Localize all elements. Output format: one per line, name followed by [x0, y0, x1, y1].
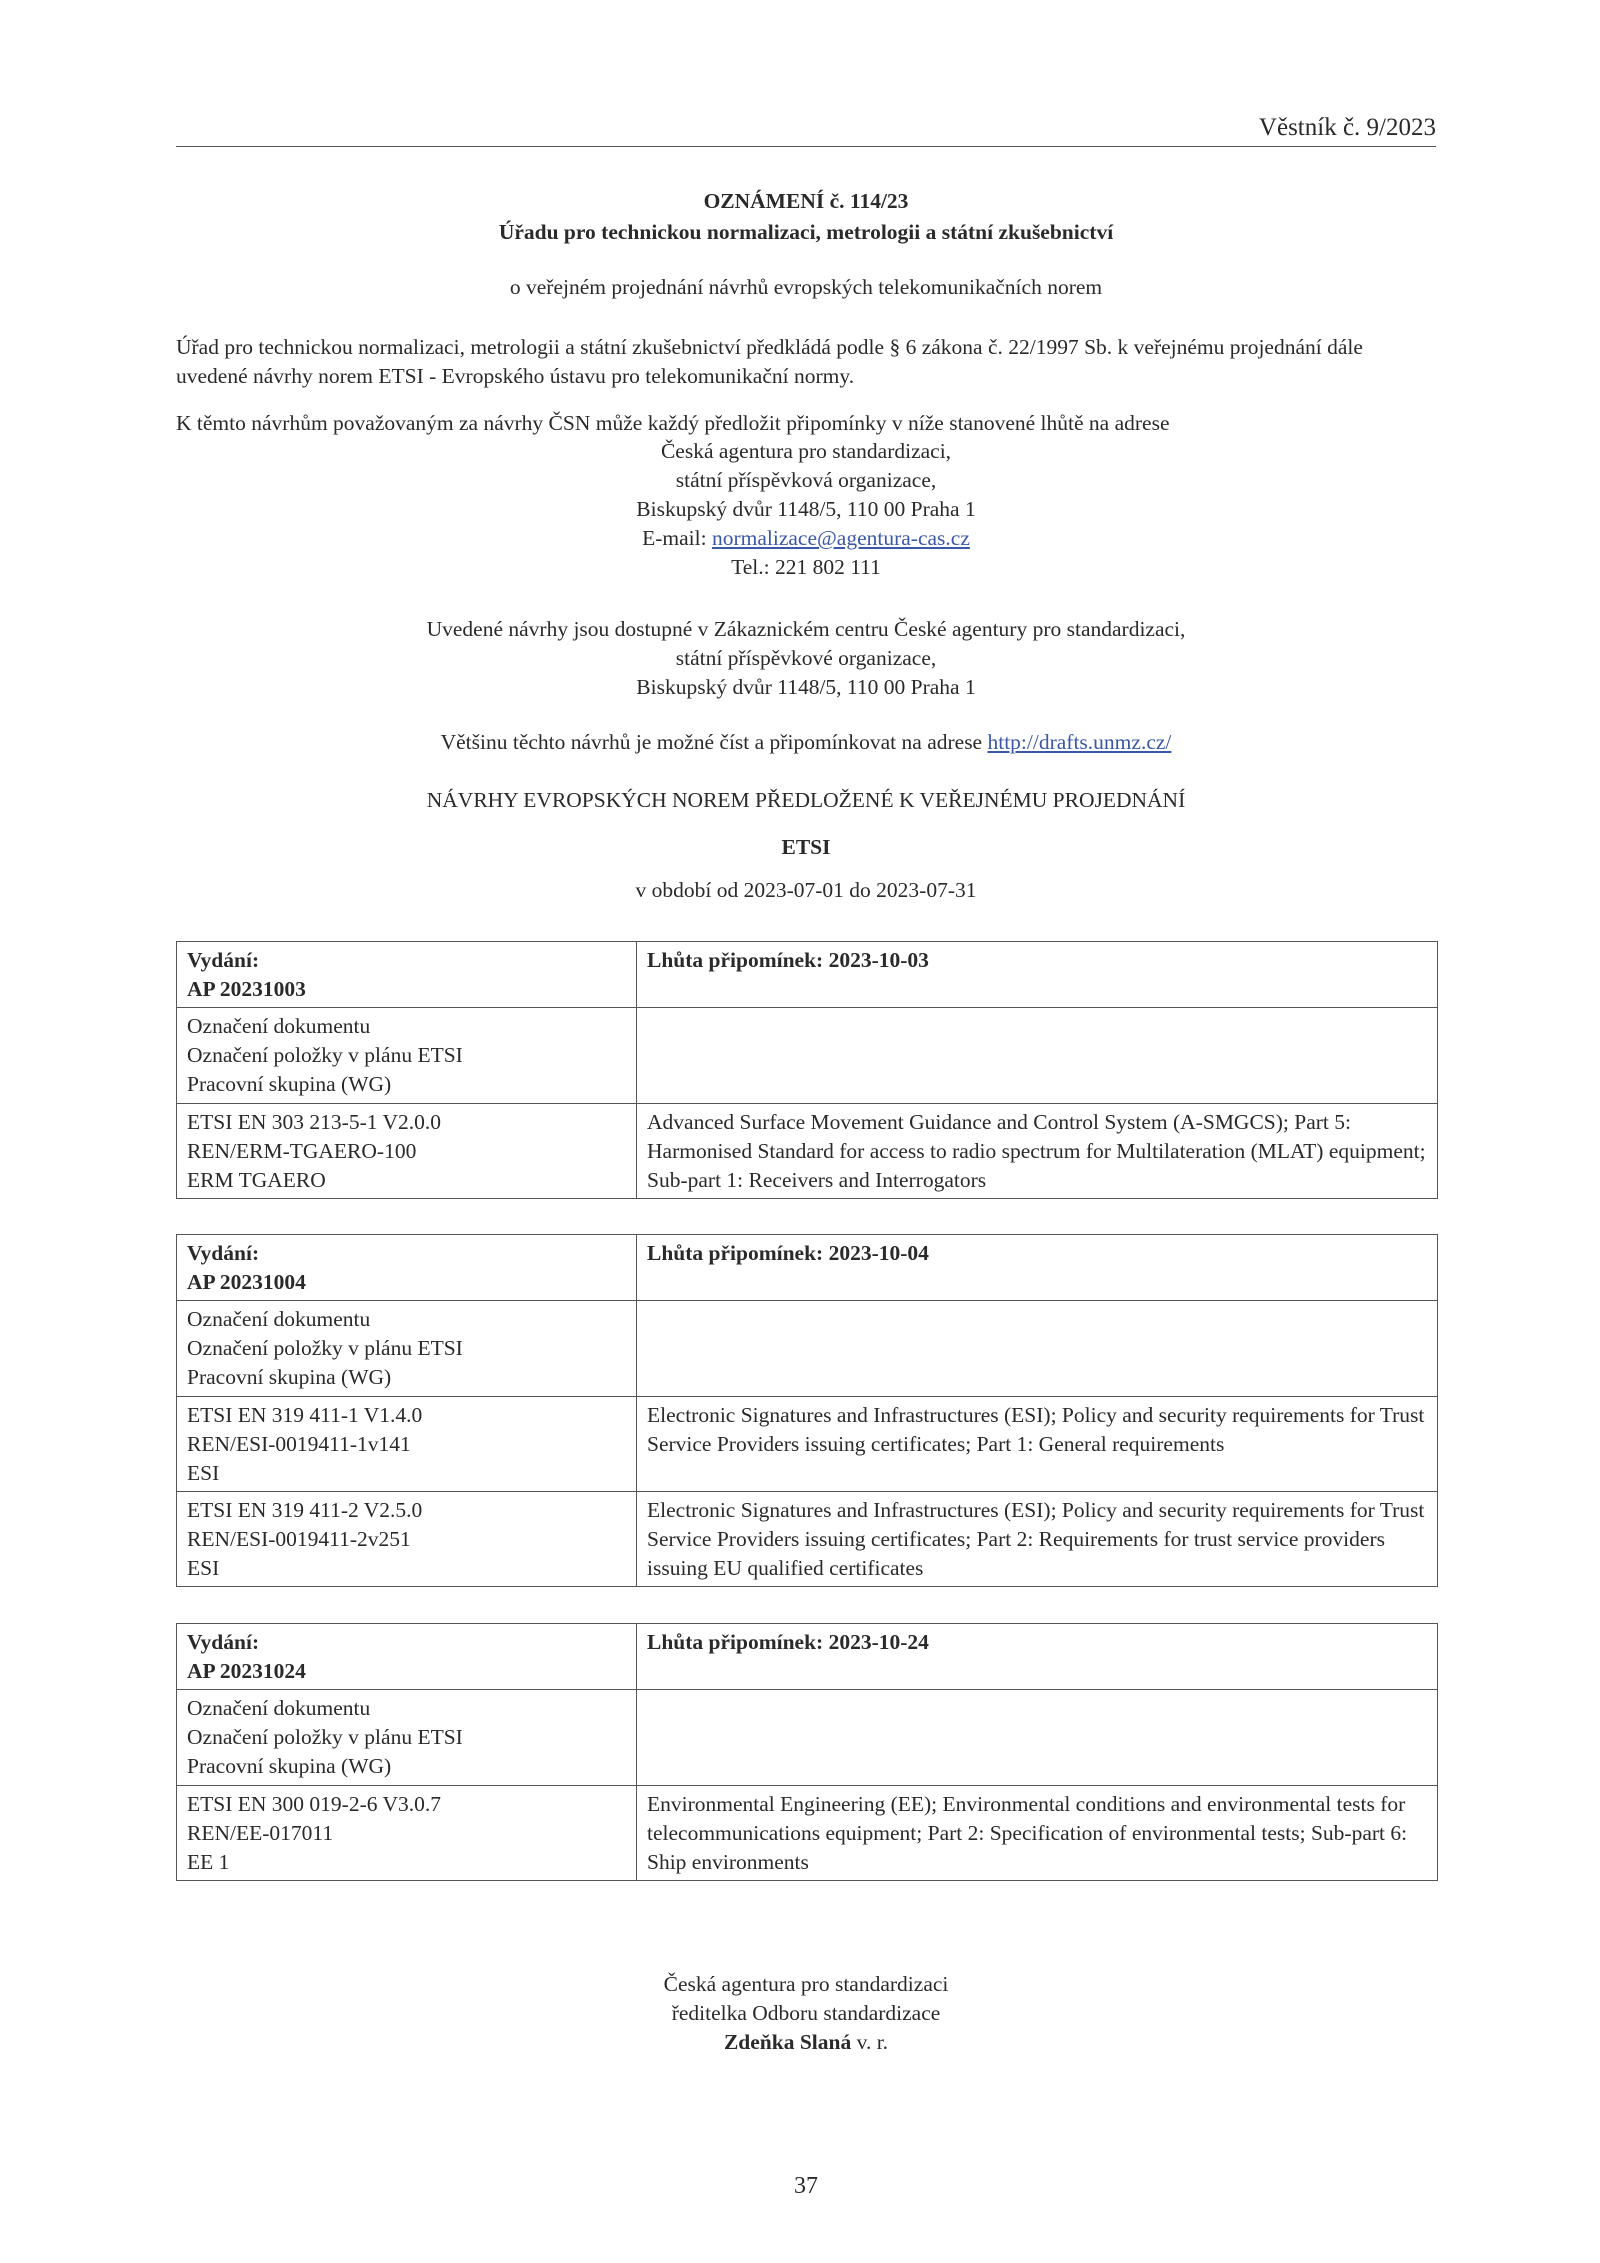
label-document: Označení dokumentu — [187, 1014, 371, 1038]
issue-label: Vydání: — [187, 1241, 260, 1265]
document-id: ETSI EN 319 411-1 V1.4.0 — [187, 1403, 423, 1427]
deadline-cell: Lhůta připomínek: 2023-10-03 — [637, 942, 1438, 1008]
document-id-cell — [177, 1397, 637, 1492]
label-plan-item: Označení položky v plánu ETSI — [187, 1043, 463, 1067]
document-id: ETSI EN 303 213-5-1 V2.0.0 — [187, 1110, 442, 1134]
empty-cell — [637, 1008, 1438, 1104]
label-document: Označení dokumentu — [187, 1696, 371, 1720]
issue-header-row — [177, 942, 1438, 1008]
signature-block — [176, 1970, 1436, 2057]
announcement-title — [176, 186, 1436, 248]
column-labels-cell — [177, 1008, 637, 1104]
email-link[interactable]: normalizace@agentura-cas.cz — [711, 526, 970, 550]
customer-center-address — [176, 615, 1436, 702]
working-group: ERM TGAERO — [187, 1168, 326, 1192]
document-title: Environmental Engineering (EE); Environmental conditions and environmental tests for telecommunications equipment; Part 2: Specification of environmental tests; Sub-part 6: Ship environments — [637, 1786, 1438, 1881]
address-email-line — [176, 524, 1436, 553]
label-document: Označení dokumentu — [187, 1307, 371, 1331]
customer-center-intro: Uvedené návrhy jsou dostupné v Zákaznickém centru České agentury pro standardizaci, — [426, 617, 1186, 641]
label-working-group: Pracovní skupina (WG) — [187, 1365, 392, 1389]
empty-cell — [637, 1690, 1438, 1786]
plan-item-id: REN/ERM-TGAERO-100 — [187, 1139, 417, 1163]
working-group: ESI — [187, 1556, 220, 1580]
table-row — [177, 1492, 1438, 1587]
signature-name-line — [176, 2028, 1436, 2057]
address-phone: Tel.: 221 802 111 — [731, 555, 881, 579]
issue-label: Vydání: — [187, 1630, 260, 1654]
intro-paragraph: Úřad pro technickou normalizaci, metrologii a státní zkušebnictví předkládá podle § 6 zákona č. 22/1997 Sb. k veřejnému projednání dále uvedené návrhy norem ETSI - Evropského ústavu pro telekomunikační normy. — [176, 335, 1363, 388]
issue-table — [176, 941, 1438, 1199]
document-title: Advanced Surface Movement Guidance and Control System (A-SMGCS); Part 5: Harmonised Standard for access to radio spectrum for Multilateration (MLAT) equipment; Sub-part 1: Receivers and Interrogators — [637, 1104, 1438, 1199]
document-id: ETSI EN 319 411-2 V2.5.0 — [187, 1498, 423, 1522]
plan-item-id: REN/ESI-0019411-2v251 — [187, 1527, 411, 1551]
column-labels-row — [177, 1690, 1438, 1786]
plan-item-id: REN/ESI-0019411-1v141 — [187, 1432, 411, 1456]
section-heading: NÁVRHY EVROPSKÝCH NOREM PŘEDLOŽENÉ K VEŘEJNÉMU PROJEDNÁNÍ — [426, 788, 1186, 812]
table-row — [177, 1786, 1438, 1881]
column-labels-cell — [177, 1301, 637, 1397]
signature-position: ředitelka Odboru standardizace — [671, 2001, 941, 2025]
org-heading: ETSI — [781, 835, 831, 859]
drafts-line — [176, 728, 1436, 757]
customer-center-org-type: státní příspěvkové organizace, — [675, 646, 937, 670]
document-id-cell — [177, 1104, 637, 1199]
issue-number: AP 20231004 — [187, 1270, 306, 1294]
issue-header-row — [177, 1235, 1438, 1301]
bulletin-header: Věstník č. 9/2023 — [176, 112, 1436, 147]
drafts-text: Většinu těchto návrhů je možné číst a připomínkovat na adrese — [440, 730, 988, 754]
announcement-number: OZNÁMENÍ č. 114/23 — [703, 189, 909, 213]
email-label: E-mail: — [642, 526, 712, 550]
issue-label: Vydání: — [187, 948, 260, 972]
document-title: Electronic Signatures and Infrastructures (ESI); Policy and security requirements for Trust Service Providers issuing certificates; Part 1: General requirements — [637, 1397, 1438, 1492]
address-street: Biskupský dvůr 1148/5, 110 00 Praha 1 — [636, 497, 976, 521]
issue-number: AP 20231003 — [187, 977, 306, 1001]
table-row — [177, 1104, 1438, 1199]
comments-paragraph: K těmto návrhům považovaným za návrhy ČSN může každý předložit připomínky v níže stanovené lhůtě na adrese — [176, 411, 1170, 435]
signature-org: Česká agentura pro standardizaci — [663, 1972, 949, 1996]
address-org-type: státní příspěvková organizace, — [675, 468, 937, 492]
address-org: Česká agentura pro standardizaci, — [660, 439, 952, 463]
deadline-cell: Lhůta připomínek: 2023-10-04 — [637, 1235, 1438, 1301]
label-working-group: Pracovní skupina (WG) — [187, 1754, 392, 1778]
deadline-cell: Lhůta připomínek: 2023-10-24 — [637, 1624, 1438, 1690]
issue-table — [176, 1234, 1438, 1587]
issue-cell — [177, 1235, 637, 1301]
document-id: ETSI EN 300 019-2-6 V3.0.7 — [187, 1792, 442, 1816]
issue-number: AP 20231024 — [187, 1659, 306, 1683]
working-group: EE 1 — [187, 1850, 230, 1874]
column-labels-row — [177, 1008, 1438, 1104]
column-labels-cell — [177, 1690, 637, 1786]
issuing-office: Úřadu pro technickou normalizaci, metrologii a státní zkušebnictví — [498, 220, 1114, 244]
label-plan-item: Označení položky v plánu ETSI — [187, 1725, 463, 1749]
column-labels-row — [177, 1301, 1438, 1397]
signature-name: Zdeňka Slaná — [723, 2030, 852, 2054]
comments-address — [176, 437, 1436, 582]
working-group: ESI — [187, 1461, 220, 1485]
label-working-group: Pracovní skupina (WG) — [187, 1072, 392, 1096]
signature-suffix: v. r. — [851, 2030, 889, 2054]
drafts-link[interactable]: http://drafts.unmz.cz/ — [987, 730, 1172, 754]
document-id-cell — [177, 1492, 637, 1587]
announcement-subtitle: o veřejném projednání návrhů evropských telekomunikačních norem — [509, 275, 1103, 299]
document-id-cell — [177, 1786, 637, 1881]
document-title: Electronic Signatures and Infrastructures (ESI); Policy and security requirements for Trust Service Providers issuing certificates; Part 2: Requirements for trust service providers issuing EU qualified certificates — [637, 1492, 1438, 1587]
label-plan-item: Označení položky v plánu ETSI — [187, 1336, 463, 1360]
table-row — [177, 1397, 1438, 1492]
page-number: 37 — [794, 2173, 818, 2199]
period-line: v období od 2023-07-01 do 2023-07-31 — [635, 878, 977, 902]
plan-item-id: REN/EE-017011 — [187, 1821, 334, 1845]
issue-cell — [177, 1624, 637, 1690]
issue-cell — [177, 942, 637, 1008]
issue-table — [176, 1623, 1438, 1881]
empty-cell — [637, 1301, 1438, 1397]
issue-header-row — [177, 1624, 1438, 1690]
customer-center-street: Biskupský dvůr 1148/5, 110 00 Praha 1 — [636, 675, 976, 699]
